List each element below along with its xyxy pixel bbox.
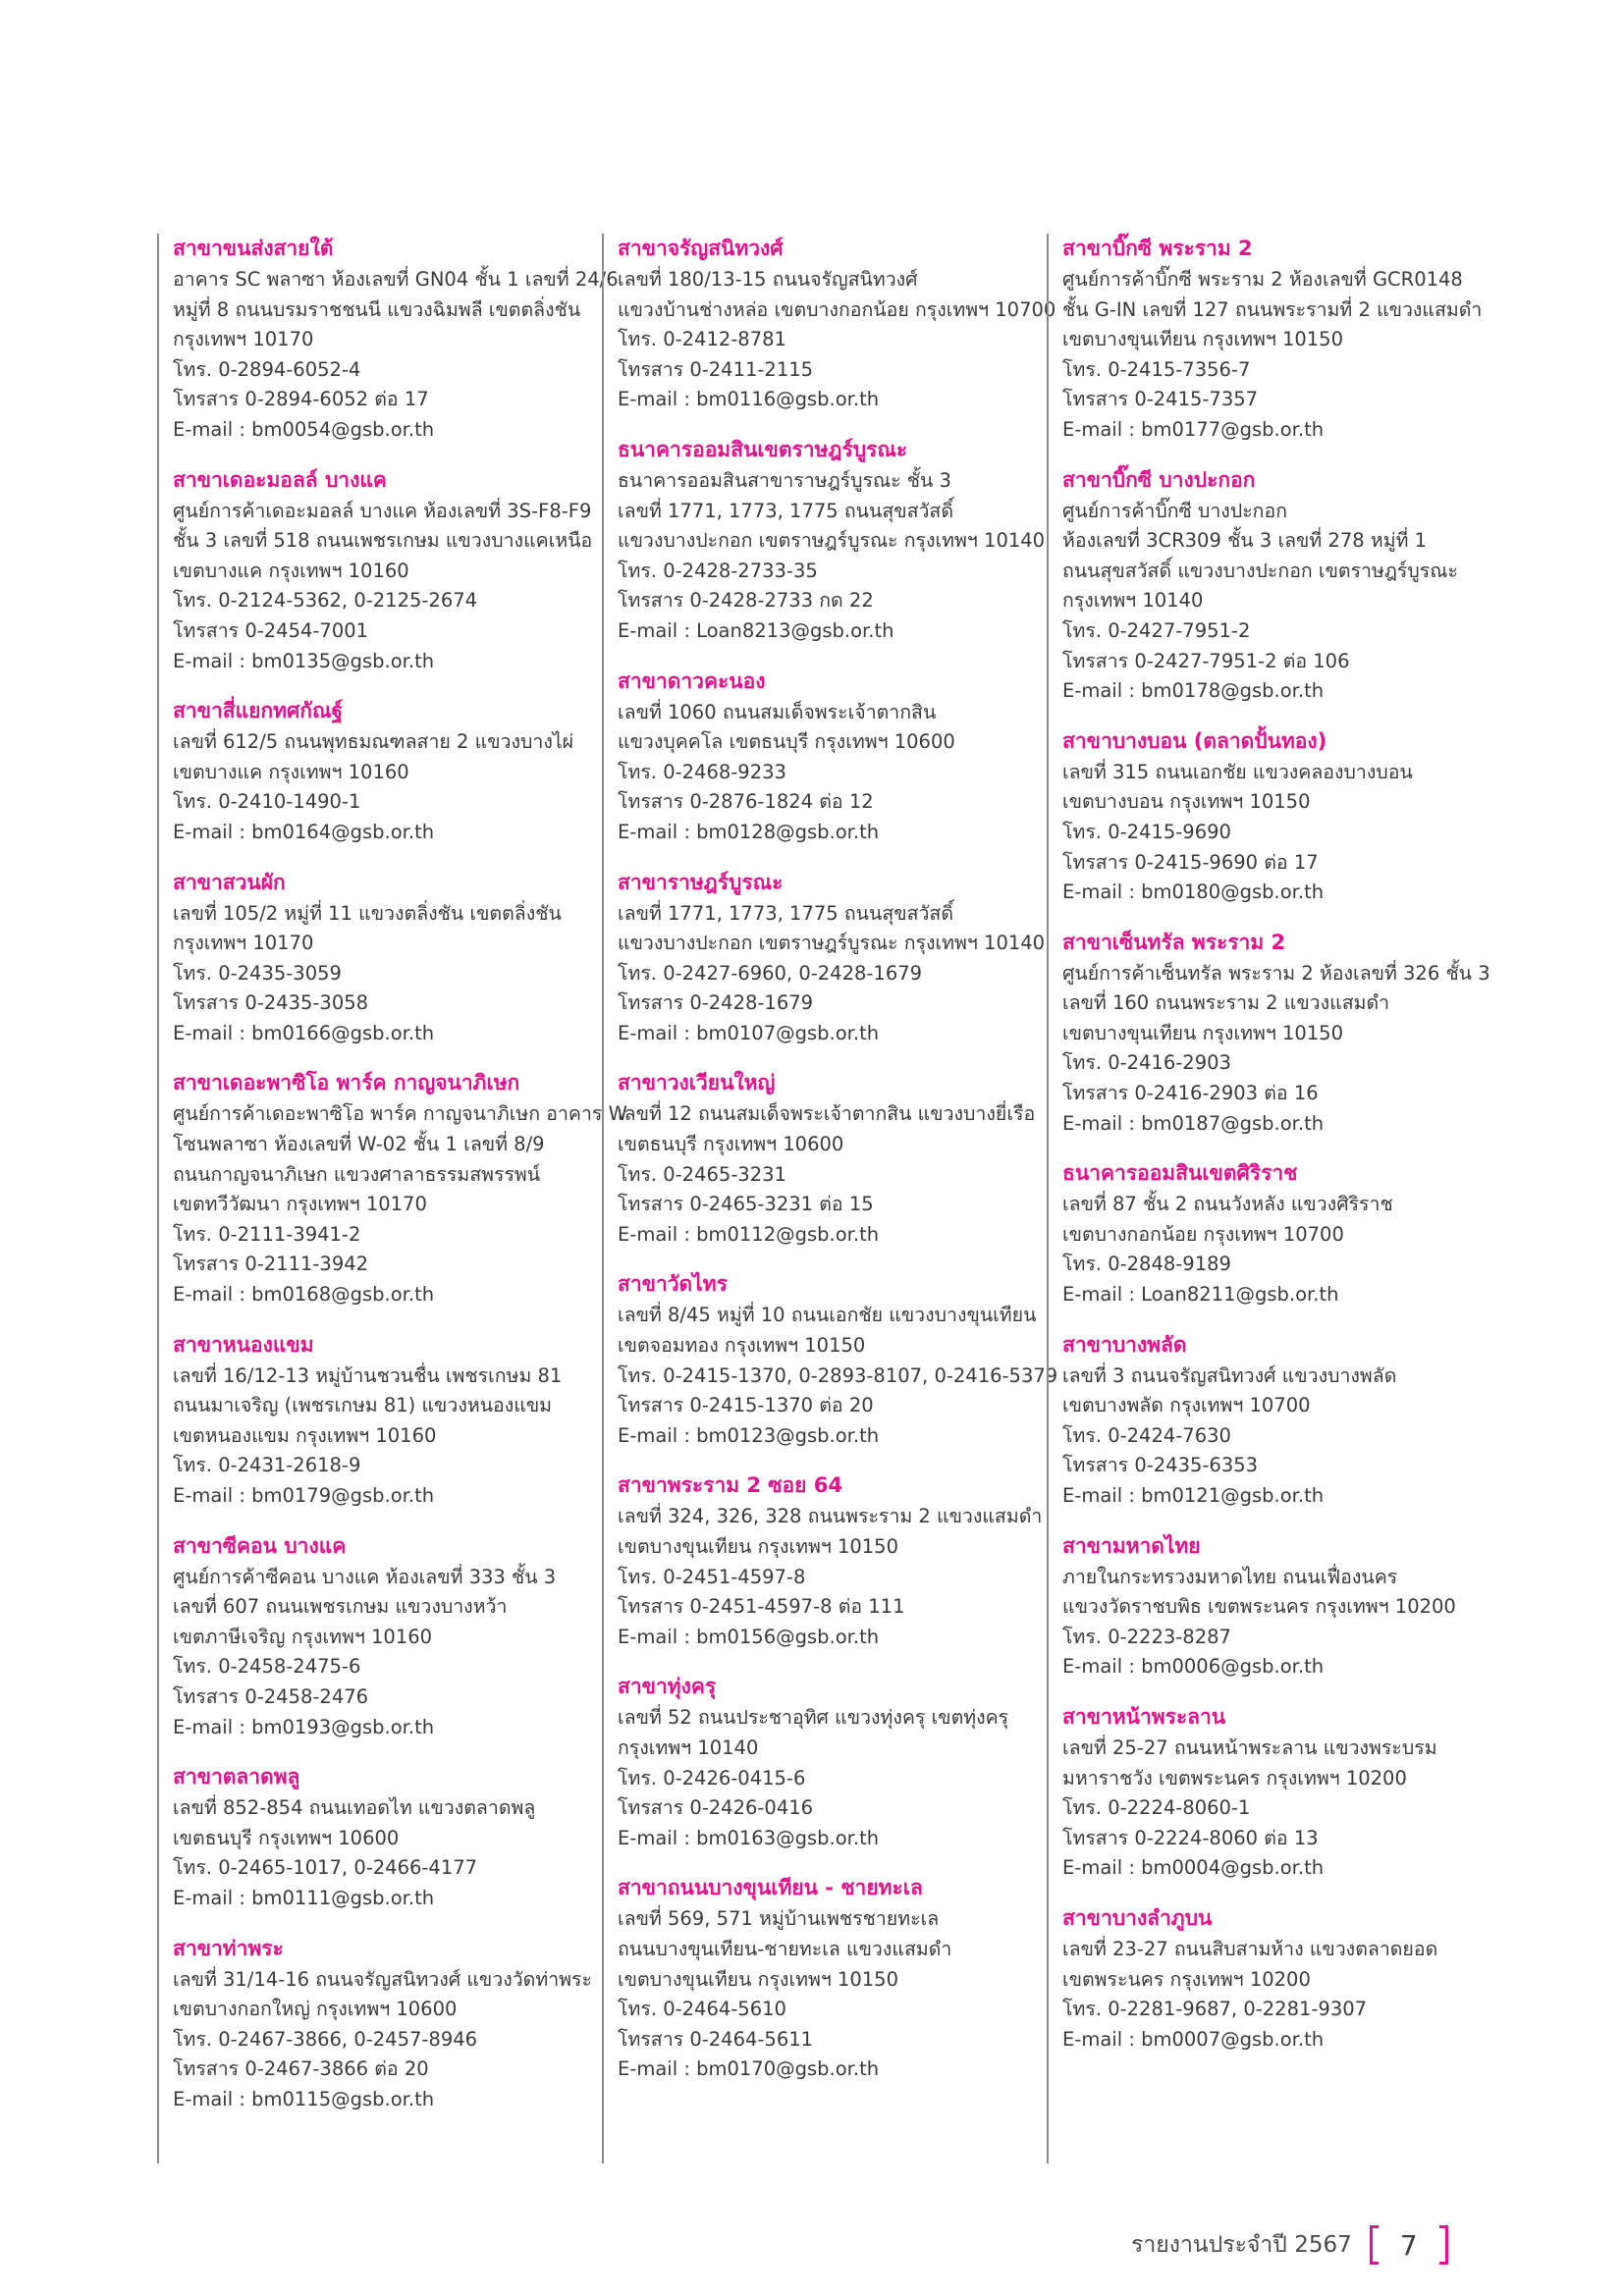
branch-detail-line: กรุงเทพฯ 10140 (618, 1735, 759, 1759)
branch-fax: โทรสาร 0-2111-3942 (173, 1253, 369, 1276)
branch-phone: โทร. 0-2465-1017, 0-2466-4177 (173, 1856, 478, 1880)
branch-title: สาขาทุ่งครุ (618, 1675, 717, 1699)
branch-title: สาขามหาดไทย (1062, 1533, 1201, 1558)
branch-entry (1062, 726, 1482, 908)
branch-detail-line: เขตหนองแขม กรุงเทพฯ 10160 (173, 1423, 437, 1447)
branch-detail-line: แขวงวัดราชบพิธ เขตพระนคร กรุงเทพฯ 10200 (1062, 1595, 1456, 1619)
branch-detail-line: เลขที่ 3 ถนนจรัญสนิทวงศ์ แขวงบางพลัด (1062, 1363, 1397, 1387)
branch-phone: โทร. 0-2451-4597-8 (618, 1565, 806, 1588)
branch-fax: โทรสาร 0-2894-6052 ต่อ 17 (173, 388, 429, 411)
branch-entry (618, 1672, 1037, 1853)
branch-phone: โทร. 0-2431-2618-9 (173, 1454, 361, 1477)
branch-title: สาขาบิ๊กซี บางปะกอก (1062, 467, 1256, 492)
page-footer (1131, 2222, 1448, 2268)
branch-detail-line: เขตบางขุนเทียน กรุงเทพฯ 10150 (618, 1535, 898, 1558)
branch-detail-line: เขตภาษีเจริญ กรุงเทพฯ 10160 (173, 1625, 433, 1648)
branch-title: สาขาบางพลัด (1062, 1332, 1187, 1357)
branch-title: สาขาขนส่งสายใต้ (173, 237, 334, 260)
branch-fax: โทรสาร 0-2467-3866 ต่อ 20 (173, 2057, 429, 2081)
branch-detail-line: กรุงเทพฯ 10170 (173, 932, 314, 955)
branch-fax: โทรสาร 0-2465-3231 ต่อ 15 (618, 1193, 874, 1216)
branch-detail-line: แขวงบ้านช่างหล่อ เขตบางกอกน้อย กรุงเทพฯ 10700 (618, 297, 1056, 321)
branch-phone: โทร. 0-2427-7951-2 (1062, 618, 1251, 642)
branch-phone: โทร. 0-2894-6052-4 (173, 357, 361, 381)
branch-detail-line: ถนนกาญจนาภิเษก แขวงศาลาธรรมสพรรพน์ (173, 1162, 541, 1186)
branch-detail-line: เลขที่ 852-854 ถนนเทอดไท แขวงตลาดพลู (173, 1796, 536, 1820)
branch-phone: โทร. 0-2426-0415-6 (618, 1766, 806, 1789)
branch-phone: โทร. 0-2848-9189 (1062, 1253, 1231, 1276)
branch-detail-line: ศูนย์การค้าเซ็นทรัล พระราม 2 ห้องเลขที่ 326 ชั้น 3 (1062, 961, 1490, 985)
branch-detail-line: ห้องเลขที่ 3CR309 ชั้น 3 เลขที่ 278 หมู่ที่ 1 (1062, 529, 1428, 553)
branch-detail-line: เขตธนบุรี กรุงเทพฯ 10600 (618, 1133, 844, 1156)
branch-phone: โทร. 0-2468-9233 (618, 760, 786, 783)
branch-title: สาขาวัดไทร (618, 1272, 728, 1297)
branch-email: E-mail : bm0163@gsb.or.th (618, 1826, 880, 1849)
branch-entry (1062, 1702, 1482, 1884)
branch-detail-line: ถนนบางขุนเทียน-ชายทะเล แขวงแสมดำ (618, 1937, 952, 1960)
branch-email: E-mail : bm0006@gsb.or.th (1062, 1655, 1325, 1679)
branch-fax: โทรสาร 0-2428-1679 (618, 991, 814, 1015)
branch-detail-line: เลขที่ 315 ถนนเอกชัย แขวงคลองบางบอน (1062, 760, 1413, 783)
branch-entry (618, 1470, 1043, 1652)
branch-detail-line: ศูนย์การค้าซีคอน บางแค ห้องเลขที่ 333 ชั้น 3 (173, 1565, 557, 1588)
branch-phone: โทร. 0-2465-3231 (618, 1162, 786, 1186)
branch-title: ธนาคารออมสินเขตศิริราช (1062, 1161, 1298, 1186)
branch-email: E-mail : bm0054@gsb.or.th (173, 417, 435, 441)
branch-title: ธนาคารออมสินเขตราษฎร์บูรณะ (618, 437, 908, 461)
branch-title: สาขาราษฎร์บูรณะ (618, 870, 784, 894)
branch-entry (1062, 234, 1482, 446)
branch-entry (618, 667, 1037, 848)
branch-detail-line: เลขที่ 569, 571 หมู่บ้านเพชรชายทะเล (618, 1907, 940, 1931)
branch-email: E-mail : Loan8211@gsb.or.th (1062, 1283, 1339, 1307)
branch-title: สาขาสวนผัก (173, 870, 286, 894)
branch-phone: โทร. 0-2424-7630 (1062, 1423, 1231, 1447)
branch-detail-line: ถนนมาเจริญ (เพชรเกษม 81) แขวงหนองแขม (173, 1394, 553, 1417)
branch-email: E-mail : bm0193@gsb.or.th (173, 1715, 435, 1738)
branch-detail-line: หมู่ที่ 8 ถนนบรมราชชนนี แขวงฉิมพลี เขตตลิ่งชัน (173, 297, 581, 321)
branch-entry (173, 1934, 592, 2115)
branch-fax: โทรสาร 0-2415-9690 ต่อ 17 (1062, 850, 1319, 874)
branch-phone: โทร. 0-2111-3941-2 (173, 1222, 361, 1246)
branch-entry (173, 465, 592, 677)
bracket-left-icon (1370, 2225, 1379, 2265)
branch-detail-line: มหาราชวัง เขตพระนคร กรุงเทพฯ 10200 (1062, 1766, 1407, 1789)
branch-detail-line: โซนพลาซา ห้องเลขที่ W-02 ชั้น 1 เลขที่ 8/9 (173, 1133, 545, 1156)
branch-fax: โทรสาร 0-2451-4597-8 ต่อ 111 (618, 1595, 905, 1619)
branch-title: สาขาจรัญสนิทวงศ์ (618, 237, 784, 260)
branch-fax: โทรสาร 0-2416-2903 ต่อ 16 (1062, 1082, 1319, 1105)
branch-detail-line: เลขที่ 180/13-15 ถนนจรัญสนิทวงศ์ (618, 268, 918, 291)
branch-email: E-mail : bm0166@gsb.or.th (173, 1021, 435, 1044)
branch-email: E-mail : bm0187@gsb.or.th (1062, 1111, 1325, 1135)
branch-entry (1062, 1330, 1482, 1512)
branch-detail-line: ศูนย์การค้าเดอะพาซิโอ พาร์ค กาญจนาภิเษก อาคาร W (173, 1102, 627, 1126)
branch-detail-line: เลขที่ 324, 326, 328 ถนนพระราม 2 แขวงแสมดำ (618, 1505, 1043, 1528)
bracket-right-icon (1439, 2225, 1448, 2265)
branch-detail-line: ชั้น 3 เลขที่ 518 ถนนเพชรเกษม แขวงบางแคเหนือ (173, 529, 593, 553)
branch-email: E-mail : bm0156@gsb.or.th (618, 1625, 880, 1648)
branch-email: E-mail : bm0180@gsb.or.th (1062, 881, 1325, 904)
branch-email: E-mail : bm0135@gsb.or.th (173, 649, 435, 672)
branch-detail-line: เขตบางกอกใหญ่ กรุงเทพฯ 10600 (173, 1998, 458, 2021)
branch-title: สาขาบางบอน (ตลาดปั้นทอง) (1062, 728, 1327, 753)
branch-fax: โทรสาร 0-2435-3058 (173, 991, 369, 1015)
branch-email: E-mail : bm0116@gsb.or.th (618, 388, 880, 411)
branch-phone: โทร. 0-2467-3866, 0-2457-8946 (173, 2027, 478, 2051)
branch-email: E-mail : bm0164@gsb.or.th (173, 820, 435, 843)
branch-phone: โทร. 0-2412-8781 (618, 328, 786, 351)
branch-detail-line: เลขที่ 1060 ถนนสมเด็จพระเจ้าตากสิน (618, 700, 937, 723)
branch-detail-line: เขตธนบุรี กรุงเทพฯ 10600 (173, 1826, 400, 1849)
branch-entry (173, 1531, 592, 1743)
branch-detail-line: เขตจอมทอง กรุงเทพฯ 10150 (618, 1334, 866, 1358)
branch-phone: โทร. 0-2415-9690 (1062, 820, 1231, 843)
branch-detail-line: เขตทวีวัฒนา กรุงเทพฯ 10170 (173, 1193, 427, 1216)
branch-entry (173, 868, 592, 1049)
branch-entry (618, 1269, 1058, 1451)
branch-email: E-mail : bm0168@gsb.or.th (173, 1283, 435, 1307)
branch-entry (1062, 1531, 1482, 1682)
branch-detail-line: เลขที่ 25-27 ถนนหน้าพระลาน แขวงพระบรม (1062, 1735, 1437, 1759)
branch-email: E-mail : bm0123@gsb.or.th (618, 1423, 880, 1447)
branch-fax: โทรสาร 0-2224-8060 ต่อ 13 (1062, 1826, 1319, 1849)
branch-fax: โทรสาร 0-2464-5611 (618, 2027, 814, 2051)
branch-title: สาขาบางลำภูบน (1062, 1905, 1213, 1930)
branch-fax: โทรสาร 0-2411-2115 (618, 357, 814, 381)
branch-phone: โทร. 0-2464-5610 (618, 1998, 786, 2021)
branch-title: สาขาเซ็นทรัล พระราม 2 (1062, 930, 1286, 954)
branch-title: สาขาพระราม 2 ซอย 64 (618, 1473, 843, 1498)
branch-detail-line: เขตบางแค กรุงเทพฯ 10160 (173, 559, 409, 582)
branch-detail-line: เลขที่ 105/2 หมู่ที่ 11 แขวงตลิ่งชัน เขตตลิ่งชัน (173, 901, 562, 925)
report-title: รายงานประจำปี 2567 (1131, 2232, 1352, 2258)
branch-title: สาขาเดอะพาซิโอ พาร์ค กาญจนาภิเษก (173, 1071, 520, 1095)
branch-phone: โทร. 0-2428-2733-35 (618, 559, 818, 582)
branch-detail-line: กรุงเทพฯ 10140 (1062, 589, 1204, 613)
branch-title: สาขาเดอะมอลล์ บางแค (173, 467, 387, 492)
branch-detail-line: แขวงบางปะกอก เขตราษฎร์บูรณะ กรุงเทพฯ 10140 (618, 932, 1046, 955)
branch-email: E-mail : bm0177@gsb.or.th (1062, 417, 1325, 441)
branch-phone: โทร. 0-2224-8060-1 (1062, 1796, 1251, 1820)
branch-column-3 (1047, 234, 1490, 2163)
branch-column-1 (157, 234, 627, 2163)
branch-detail-line: อาคาร SC พลาซา ห้องเลขที่ GN04 ชั้น 1 เลขที่ 24/6 (173, 268, 619, 291)
branch-phone: โทร. 0-2410-1490-1 (173, 790, 361, 814)
branch-detail-line: เลขที่ 31/14-16 ถนนจรัญสนิทวงศ์ แขวงวัดท่าพระ (173, 1967, 592, 1991)
branch-title: สาขาถนนบางขุนเทียน - ชายทะเล (618, 1876, 923, 1900)
branch-detail-line: เขตบางขุนเทียน กรุงเทพฯ 10150 (618, 1967, 898, 1991)
branch-detail-line: เลขที่ 1771, 1773, 1775 ถนนสุขสวัสดิ์ (618, 901, 953, 925)
branch-detail-line: แขวงบุคคโล เขตธนบุรี กรุงเทพฯ 10600 (618, 730, 955, 754)
branch-fax: โทรสาร 0-2415-1370 ต่อ 20 (618, 1394, 874, 1417)
branch-email: E-mail : Loan8213@gsb.or.th (618, 618, 894, 642)
branch-phone: โทร. 0-2435-3059 (173, 961, 342, 985)
branch-entry (173, 234, 619, 446)
branch-detail-line: ชั้น G-IN เลขที่ 127 ถนนพระรามที่ 2 แขวงแสมดำ (1062, 297, 1483, 321)
branch-detail-line: เลขที่ 12 ถนนสมเด็จพระเจ้าตากสิน แขวงบางยี่เรือ (618, 1102, 1036, 1126)
branch-fax: โทรสาร 0-2415-7357 (1062, 388, 1259, 411)
branch-entry (618, 1873, 1037, 2085)
branch-entry (173, 1330, 592, 1512)
branch-email: E-mail : bm0178@gsb.or.th (1062, 679, 1325, 703)
branch-entry (1062, 928, 1490, 1140)
branch-fax: โทรสาร 0-2427-7951-2 ต่อ 106 (1062, 649, 1350, 672)
branch-email: E-mail : bm0128@gsb.or.th (618, 820, 880, 843)
branch-detail-line: เขตบางพลัด กรุงเทพฯ 10700 (1062, 1394, 1311, 1417)
branch-detail-line: ถนนสุขสวัสดิ์ แขวงบางปะกอก เขตราษฎร์บูรณะ (1062, 559, 1458, 582)
branch-fax: โทรสาร 0-2454-7001 (173, 618, 369, 642)
branch-detail-line: ศูนย์การค้าบิ๊กซี พระราม 2 ห้องเลขที่ GCR0148 (1062, 268, 1463, 291)
branch-email: E-mail : bm0115@gsb.or.th (173, 2087, 435, 2110)
branch-title: สาขาดาวคะนอง (618, 668, 766, 693)
branch-title: สาขาสี่แยกทศกัณฐ์ (173, 699, 344, 723)
branch-detail-line: เขตบางขุนเทียน กรุงเทพฯ 10150 (1062, 328, 1343, 351)
branch-detail-line: เลขที่ 52 ถนนประชาอุทิศ แขวงทุ่งครุ เขตทุ่งครุ (618, 1706, 1009, 1730)
branch-email: E-mail : bm0111@gsb.or.th (173, 1886, 435, 1909)
branch-detail-line: ศูนย์การค้าบิ๊กซี บางปะกอก (1062, 499, 1288, 522)
branch-email: E-mail : bm0112@gsb.or.th (618, 1222, 880, 1246)
branch-entry (1062, 465, 1482, 707)
branch-detail-line: แขวงบางปะกอก เขตราษฎร์บูรณะ กรุงเทพฯ 10140 (618, 529, 1046, 553)
branch-phone: โทร. 0-2223-8287 (1062, 1625, 1231, 1648)
branch-email: E-mail : bm0121@gsb.or.th (1062, 1484, 1325, 1507)
branch-detail-line: เขตบางขุนเทียน กรุงเทพฯ 10150 (1062, 1021, 1343, 1044)
branch-phone: โทร. 0-2124-5362, 0-2125-2674 (173, 589, 478, 613)
branch-detail-line: เขตบางกอกน้อย กรุงเทพฯ 10700 (1062, 1222, 1344, 1246)
branch-detail-line: เลขที่ 8/45 หมู่ที่ 10 ถนนเอกชัย แขวงบางขุนเทียน (618, 1304, 1037, 1327)
branch-entry (173, 1068, 627, 1309)
branch-entry (618, 1068, 1037, 1250)
branch-detail-line: ภายในกระทรวงมหาดไทย ถนนเฟื่องนคร (1062, 1565, 1398, 1588)
branch-entry (173, 696, 592, 847)
branch-email: E-mail : bm0007@gsb.or.th (1062, 2027, 1325, 2051)
branch-entry (618, 868, 1046, 1049)
branch-entry (618, 435, 1046, 647)
branch-title: สาขาหน้าพระลาน (1062, 1704, 1226, 1729)
branch-column-2 (602, 234, 1058, 2163)
branch-fax: โทรสาร 0-2435-6353 (1062, 1454, 1259, 1477)
branch-entry (173, 1762, 592, 1913)
branch-detail-line: เลขที่ 612/5 ถนนพุทธมณฑลสาย 2 แขวงบางไผ่ (173, 730, 574, 754)
branch-fax: โทรสาร 0-2876-1824 ต่อ 12 (618, 790, 874, 814)
branch-title: สาขาบิ๊กซี พระราม 2 (1062, 237, 1253, 260)
branch-email: E-mail : bm0107@gsb.or.th (618, 1021, 880, 1044)
branch-detail-line: เลขที่ 607 ถนนเพชรเกษม แขวงบางหว้า (173, 1595, 508, 1619)
branch-detail-line: เลขที่ 1771, 1773, 1775 ถนนสุขสวัสดิ์ (618, 499, 953, 522)
branch-detail-line: เขตพระนคร กรุงเทพฯ 10200 (1062, 1967, 1311, 1991)
branch-detail-line: กรุงเทพฯ 10170 (173, 328, 314, 351)
branch-email: E-mail : bm0170@gsb.or.th (618, 2057, 880, 2081)
branch-entry (1062, 1158, 1482, 1309)
branch-phone: โทร. 0-2415-7356-7 (1062, 357, 1251, 381)
branch-phone: โทร. 0-2427-6960, 0-2428-1679 (618, 961, 923, 985)
branch-fax: โทรสาร 0-2458-2476 (173, 1684, 369, 1708)
branch-detail-line: เลขที่ 160 ถนนพระราม 2 แขวงแสมดำ (1062, 991, 1390, 1015)
branch-detail-line: เขตบางแค กรุงเทพฯ 10160 (173, 760, 409, 783)
branch-detail-line: ศูนย์การค้าเดอะมอลล์ บางแค ห้องเลขที่ 3S-F8-F9 (173, 499, 592, 522)
branch-entry (618, 234, 1056, 415)
branch-title: สาขาซีคอน บางแค (173, 1533, 347, 1558)
branch-entry (1062, 1903, 1482, 2055)
branch-detail-line: เลขที่ 16/12-13 หมู่บ้านชวนชื่น เพชรเกษม 81 (173, 1363, 563, 1387)
branch-phone: โทร. 0-2415-1370, 0-2893-8107, 0-2416-5379 (618, 1363, 1058, 1387)
branch-detail-line: เขตบางบอน กรุงเทพฯ 10150 (1062, 790, 1311, 814)
branch-phone: โทร. 0-2458-2475-6 (173, 1655, 361, 1679)
branch-email: E-mail : bm0004@gsb.or.th (1062, 1856, 1325, 1880)
branch-phone: โทร. 0-2416-2903 (1062, 1051, 1231, 1075)
branch-phone: โทร. 0-2281-9687, 0-2281-9307 (1062, 1998, 1368, 2021)
page-number: 7 (1399, 2228, 1418, 2262)
branch-title: สาขาท่าพระ (173, 1936, 284, 1960)
branch-fax: โทรสาร 0-2426-0416 (618, 1796, 814, 1820)
branch-detail-line: ธนาคารออมสินสาขาราษฎร์บูรณะ ชั้น 3 (618, 468, 951, 492)
branch-email: E-mail : bm0179@gsb.or.th (173, 1484, 435, 1507)
branch-detail-line: เลขที่ 87 ชั้น 2 ถนนวังหลัง แขวงศิริราช (1062, 1193, 1393, 1216)
branch-fax: โทรสาร 0-2428-2733 กด 22 (618, 589, 874, 613)
branch-detail-line: เลขที่ 23-27 ถนนสิบสามห้าง แขวงตลาดยอด (1062, 1937, 1438, 1960)
branch-title: สาขาหนองแขม (173, 1332, 314, 1357)
branch-title: สาขาวงเวียนใหญ่ (618, 1071, 776, 1095)
branch-title: สาขาตลาดพลู (173, 1765, 300, 1789)
